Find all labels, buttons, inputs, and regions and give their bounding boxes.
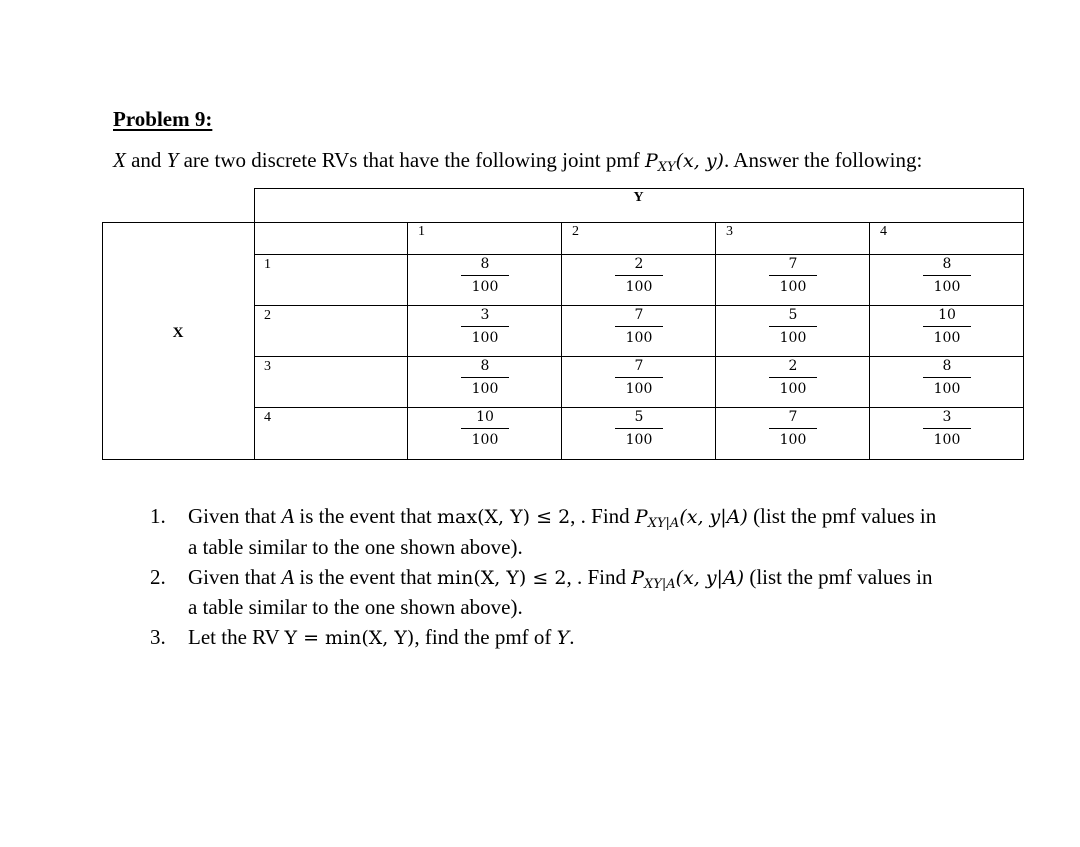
q1-text-a: Given that	[188, 504, 282, 528]
q3-text-b: , find the pmf of	[414, 625, 557, 649]
table-border-right	[1023, 188, 1024, 460]
question-number-2: 2.	[150, 565, 166, 589]
q1-condition: max(X, Y) ≤ 2	[437, 506, 571, 528]
cell-numerator: 10	[461, 409, 509, 429]
cell-denominator: 100	[471, 330, 499, 346]
cell-numerator: 7	[615, 307, 663, 327]
intro-text-end: . Answer the following:	[723, 148, 923, 172]
pmf-subscript: XY	[657, 160, 676, 175]
question-1-line-2: a table similar to the one shown above).	[188, 535, 523, 559]
pmf-cell-4-1	[461, 409, 509, 448]
cell-denominator: 100	[471, 432, 499, 448]
pmf-cell-2-3	[769, 307, 817, 346]
q1-text-b: is the event that	[294, 504, 438, 528]
q2-pmf-p: P	[631, 567, 644, 589]
row-header-3: 3	[264, 359, 271, 374]
cell-denominator: 100	[625, 432, 653, 448]
q1-pmf-p: P	[634, 506, 648, 528]
question-2-line-1	[188, 565, 932, 592]
intro-text-and: and	[125, 148, 167, 172]
pmf-cell-3-2	[615, 358, 663, 397]
q1-text-c: , . Find	[570, 504, 635, 528]
q3-expression: Y = min(X, Y)	[284, 627, 415, 649]
cell-denominator: 100	[779, 279, 807, 295]
var-x: X	[113, 148, 126, 172]
cell-denominator: 100	[779, 381, 807, 397]
q2-pmf-symbol	[631, 567, 676, 592]
q2-text-a: Given that	[188, 565, 282, 589]
question-3-line-1	[188, 625, 574, 650]
table-line-col1	[407, 222, 408, 460]
intro-text-middle: are two discrete RVs that have the following joint pmf	[178, 148, 645, 172]
cell-denominator: 100	[933, 279, 961, 295]
cell-denominator: 100	[625, 381, 653, 397]
q1-pmf-subscript: XY|A	[647, 516, 680, 531]
cell-denominator: 100	[471, 279, 499, 295]
q1-event-a: A	[281, 504, 295, 528]
table-line-header	[102, 222, 1024, 223]
table-line-col4	[869, 222, 870, 460]
pmf-args: (x, y)	[675, 150, 724, 172]
cell-numerator: 8	[923, 358, 971, 378]
row-header-1: 1	[264, 257, 271, 272]
pmf-cell-1-4	[923, 256, 971, 295]
table-line-row1	[254, 254, 1024, 255]
var-y: Y	[166, 148, 179, 172]
pmf-cell-1-1	[461, 256, 509, 295]
question-number-3: 3.	[150, 625, 166, 649]
q3-text-a: Let the RV	[188, 625, 285, 649]
col-header-3: 3	[726, 224, 733, 239]
cell-denominator: 100	[471, 381, 499, 397]
cell-denominator: 100	[779, 330, 807, 346]
cell-numerator: 5	[615, 409, 663, 429]
pmf-cell-2-2	[615, 307, 663, 346]
x-axis-label: X	[172, 325, 184, 341]
cell-numerator: 7	[769, 256, 817, 276]
cell-numerator: 3	[923, 409, 971, 429]
cell-numerator: 2	[769, 358, 817, 378]
cell-denominator: 100	[625, 330, 653, 346]
cell-numerator: 8	[923, 256, 971, 276]
table-line-col0	[254, 188, 255, 460]
question-number-1: 1.	[150, 504, 166, 528]
q3-text-end: .	[569, 625, 575, 649]
table-border-bottom	[102, 459, 1024, 460]
q2-condition: min(X, Y) ≤ 2	[437, 567, 567, 589]
table-line-row4	[254, 407, 1024, 408]
q2-text-d: (list the pmf values in	[744, 565, 933, 589]
col-header-2: 2	[572, 224, 579, 239]
cell-denominator: 100	[933, 330, 961, 346]
q2-text-c: , . Find	[566, 565, 632, 589]
pmf-cell-4-2	[615, 409, 663, 448]
cell-numerator: 7	[769, 409, 817, 429]
table-line-col2	[561, 222, 562, 460]
pmf-cell-1-2	[615, 256, 663, 295]
pmf-p: P	[644, 150, 658, 172]
pmf-cell-2-1	[461, 307, 509, 346]
row-header-4: 4	[264, 410, 271, 425]
question-2-line-2: a table similar to the one shown above).	[188, 595, 523, 619]
question-1-line-1	[188, 504, 936, 531]
cell-numerator: 2	[615, 256, 663, 276]
q3-var-y: Y	[556, 627, 570, 649]
q2-pmf-args: (x, y|A)	[675, 567, 745, 589]
q2-pmf-subscript: XY|A	[644, 577, 676, 592]
pmf-cell-4-3	[769, 409, 817, 448]
pmf-cell-3-3	[769, 358, 817, 397]
cell-numerator: 5	[769, 307, 817, 327]
table-line-row2	[254, 305, 1024, 306]
table-line-col3	[715, 222, 716, 460]
cell-denominator: 100	[625, 279, 653, 295]
pmf-cell-2-4	[923, 307, 971, 346]
cell-numerator: 10	[923, 307, 971, 327]
cell-denominator: 100	[933, 381, 961, 397]
q2-event-a: A	[281, 565, 295, 589]
cell-numerator: 8	[461, 358, 509, 378]
col-header-4: 4	[880, 224, 887, 239]
y-axis-label: Y	[633, 190, 644, 205]
row-header-2: 2	[264, 308, 271, 323]
pmf-cell-3-1	[461, 358, 509, 397]
pmf-cell-4-4	[923, 409, 971, 448]
pmf-cell-3-4	[923, 358, 971, 397]
problem-title: Problem 9:	[113, 107, 213, 131]
col-header-1: 1	[418, 224, 425, 239]
q1-pmf-args: (x, y|A)	[679, 506, 748, 528]
cell-numerator: 8	[461, 256, 509, 276]
table-border-top	[254, 188, 1024, 189]
cell-numerator: 3	[461, 307, 509, 327]
cell-numerator: 7	[615, 358, 663, 378]
q1-pmf-symbol	[634, 506, 680, 531]
cell-denominator: 100	[933, 432, 961, 448]
q2-text-b: is the event that	[294, 565, 438, 589]
cell-denominator: 100	[779, 432, 807, 448]
pmf-cell-1-3	[769, 256, 817, 295]
pmf-symbol	[644, 150, 676, 175]
q1-text-d: (list the pmf values in	[747, 504, 937, 528]
table-line-row3	[254, 356, 1024, 357]
problem-statement	[113, 148, 922, 175]
